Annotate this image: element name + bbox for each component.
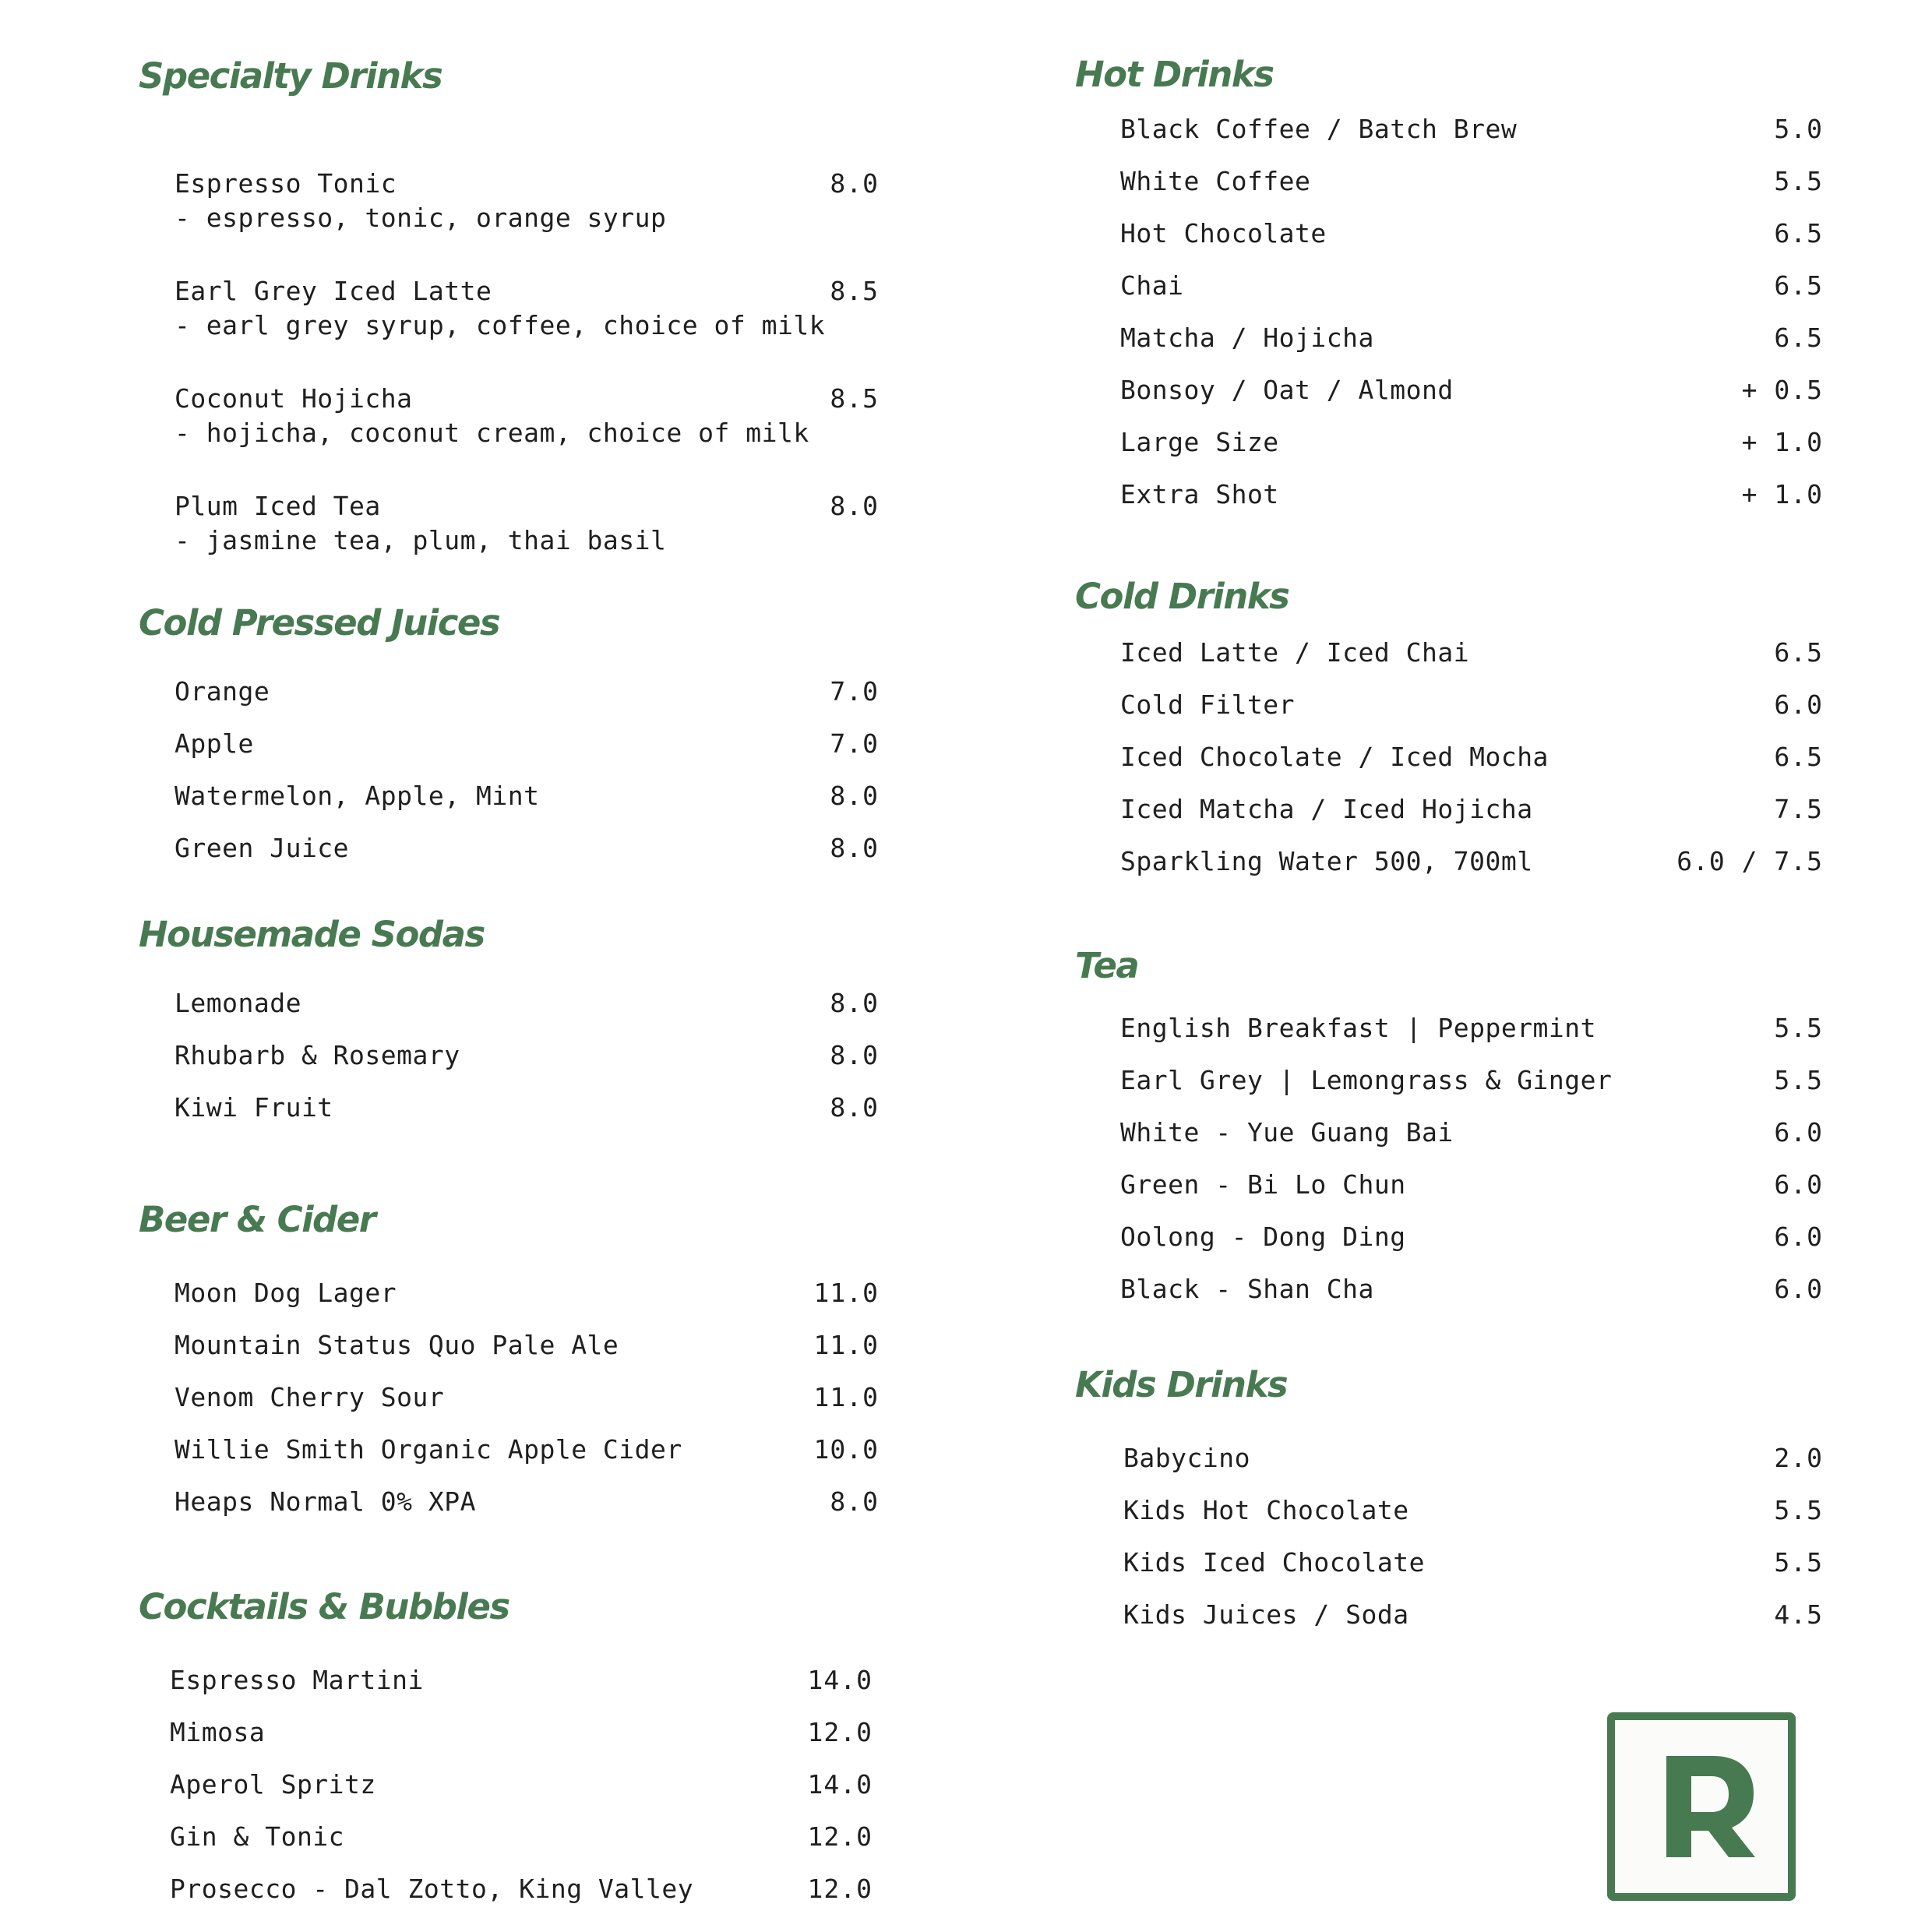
- item-name: Large Size: [1120, 427, 1279, 457]
- item-name: Iced Latte / Iced Chai: [1120, 637, 1470, 668]
- menu-item: [139, 770, 879, 822]
- item-name: Earl Grey | Lemongrass & Ginger: [1120, 1065, 1613, 1095]
- logo-r-icon: [1615, 1720, 1788, 1893]
- menu-item: [139, 1758, 873, 1810]
- section-title: Housemade Sodas: [139, 914, 485, 955]
- menu-item: [1075, 1211, 1823, 1263]
- item-list: [1075, 1002, 1823, 1315]
- menu-item: [139, 486, 879, 566]
- item-price: 12.0: [807, 1821, 873, 1852]
- item-name: Kids Iced Chocolate: [1123, 1547, 1425, 1578]
- item-name: Mountain Status Quo Pale Ale: [175, 1330, 619, 1360]
- item-name: White Coffee: [1120, 166, 1311, 196]
- item-list: [1075, 103, 1823, 520]
- menu-item: [139, 1267, 879, 1319]
- item-name: Watermelon, Apple, Mint: [175, 781, 540, 811]
- menu-item: [139, 1371, 879, 1423]
- section-kids-drinks: [1075, 1362, 1823, 1641]
- item-list: [139, 977, 879, 1133]
- item-list: [139, 665, 879, 874]
- item-name: English Breakfast | Peppermint: [1120, 1013, 1597, 1043]
- item-price: 7.0: [830, 728, 879, 759]
- item-price: 4.5: [1774, 1599, 1823, 1630]
- item-price: 8.0: [830, 1092, 879, 1123]
- menu-item: [1075, 1054, 1823, 1106]
- item-name: Apple: [175, 728, 254, 759]
- item-price: 5.5: [1774, 1013, 1823, 1043]
- item-price: 6.0: [1774, 689, 1823, 720]
- menu-item: [1075, 1484, 1823, 1536]
- item-price: 10.0: [813, 1434, 879, 1465]
- item-name: Rhubarb & Rosemary: [175, 1040, 460, 1070]
- item-name: Iced Matcha / Iced Hojicha: [1120, 794, 1533, 824]
- section-title: Cold Pressed Juices: [139, 602, 500, 643]
- menu-item: [139, 822, 879, 874]
- menu-item: [1075, 783, 1823, 835]
- menu-item: [139, 1863, 873, 1915]
- item-name: Willie Smith Organic Apple Cider: [175, 1434, 682, 1465]
- item-price: 12.0: [807, 1874, 873, 1904]
- menu-item: [139, 1423, 879, 1475]
- menu-item: [139, 977, 879, 1029]
- item-name: Espresso Tonic: [175, 168, 397, 199]
- item-price: + 1.0: [1741, 479, 1823, 509]
- item-name: Hot Chocolate: [1120, 218, 1327, 249]
- item-price: 8.0: [830, 833, 879, 863]
- menu-item: [139, 271, 879, 351]
- item-price: 8.0: [830, 781, 879, 811]
- menu-item: [1075, 1588, 1823, 1641]
- section-housemade-sodas: [139, 911, 879, 1133]
- menu-item: [1075, 626, 1823, 679]
- item-name: Mimosa: [170, 1717, 266, 1747]
- item-name: Kiwi Fruit: [175, 1092, 333, 1123]
- item-name: Espresso Martini: [170, 1665, 424, 1695]
- item-name: Venom Cherry Sour: [175, 1382, 445, 1412]
- item-price: 7.0: [830, 676, 879, 707]
- item-name: Heaps Normal 0% XPA: [175, 1486, 476, 1517]
- item-price: 8.0: [830, 168, 879, 199]
- item-name: Gin & Tonic: [170, 1821, 345, 1852]
- item-name: Prosecco - Dal Zotto, King Valley: [170, 1874, 694, 1904]
- item-name: Oolong - Dong Ding: [1120, 1222, 1406, 1252]
- item-list: [1075, 626, 1823, 887]
- item-name: Iced Chocolate / Iced Mocha: [1120, 742, 1549, 772]
- item-price: + 1.0: [1741, 427, 1823, 457]
- item-price: 6.5: [1774, 637, 1823, 668]
- menu-item: [1075, 1158, 1823, 1211]
- item-price: 2.0: [1774, 1443, 1823, 1473]
- menu-item: [139, 1029, 879, 1081]
- item-description: - hojicha, coconut cream, choice of milk: [175, 418, 809, 448]
- section-tea: [1075, 943, 1823, 1315]
- section-title: Beer & Cider: [139, 1199, 375, 1240]
- section-cold-pressed-juices: [139, 600, 879, 874]
- item-price: 11.0: [813, 1382, 879, 1412]
- item-price: 6.0: [1774, 1222, 1823, 1252]
- item-price: 14.0: [807, 1769, 873, 1800]
- item-description: - jasmine tea, plum, thai basil: [175, 525, 667, 555]
- menu-item: [139, 1654, 873, 1706]
- item-price: 8.0: [830, 491, 879, 521]
- item-name: Cold Filter: [1120, 689, 1296, 720]
- item-price: 5.5: [1774, 1495, 1823, 1525]
- item-price: 5.5: [1774, 1065, 1823, 1095]
- item-price: 8.5: [830, 383, 879, 414]
- item-description: - earl grey syrup, coffee, choice of milk: [175, 310, 826, 340]
- item-name: Babycino: [1123, 1443, 1250, 1473]
- item-price: 5.5: [1774, 1547, 1823, 1578]
- menu-item: [1075, 835, 1823, 887]
- menu-item: [1075, 731, 1823, 783]
- item-name: Coconut Hojicha: [175, 383, 413, 414]
- menu-item: [139, 1081, 879, 1133]
- item-price: 6.0: [1774, 1169, 1823, 1200]
- menu-item: [1075, 1432, 1823, 1484]
- menu-item: [1075, 1106, 1823, 1158]
- section-title: Tea: [1075, 945, 1139, 986]
- menu-item: [1075, 1263, 1823, 1315]
- item-name: Orange: [175, 676, 270, 707]
- item-price: 6.0 / 7.5: [1676, 846, 1823, 876]
- section-cold-drinks: [1075, 573, 1823, 887]
- menu-item: [1075, 1002, 1823, 1054]
- item-name: Earl Grey Iced Latte: [175, 276, 492, 306]
- section-title: Kids Drinks: [1075, 1364, 1288, 1405]
- item-price: 8.5: [830, 276, 879, 306]
- item-name: Lemonade: [175, 988, 301, 1018]
- item-price: 12.0: [807, 1717, 873, 1747]
- item-description: - espresso, tonic, orange syrup: [175, 203, 667, 233]
- item-name: Chai: [1120, 270, 1184, 301]
- item-price: + 0.5: [1741, 375, 1823, 405]
- item-name: Extra Shot: [1120, 479, 1279, 509]
- item-name: Aperol Spritz: [170, 1769, 376, 1800]
- menu-item: [139, 717, 879, 770]
- item-price: 5.5: [1774, 166, 1823, 196]
- item-name: Moon Dog Lager: [175, 1278, 397, 1308]
- item-price: 6.0: [1774, 1117, 1823, 1148]
- item-price: 7.5: [1774, 794, 1823, 824]
- item-name: Plum Iced Tea: [175, 491, 381, 521]
- item-name: Sparkling Water 500, 700ml: [1120, 846, 1533, 876]
- item-price: 11.0: [813, 1330, 879, 1360]
- menu-item: [1075, 155, 1823, 207]
- item-list: [139, 1654, 873, 1915]
- item-name: Kids Hot Chocolate: [1123, 1495, 1409, 1525]
- menu-item: [1075, 679, 1823, 731]
- brand-logo: [1607, 1712, 1796, 1901]
- section-title: Cold Drinks: [1075, 576, 1289, 617]
- menu-item: [1075, 259, 1823, 312]
- section-hot-drinks: [1075, 51, 1823, 520]
- menu-item: [1075, 1536, 1823, 1588]
- menu-item: [139, 164, 879, 243]
- item-name: White - Yue Guang Bai: [1120, 1117, 1454, 1148]
- menu-item: [1075, 103, 1823, 155]
- section-cocktails-bubbles: [139, 1584, 873, 1915]
- menu-item: [139, 1475, 879, 1528]
- item-price: 8.0: [830, 1040, 879, 1070]
- item-price: 5.0: [1774, 114, 1823, 144]
- item-price: 6.0: [1774, 1274, 1823, 1304]
- item-list: [139, 164, 879, 566]
- menu-item: [1075, 364, 1823, 416]
- menu-item: [139, 379, 879, 458]
- menu-item: [139, 1706, 873, 1758]
- item-name: Green - Bi Lo Chun: [1120, 1169, 1406, 1200]
- item-name: Bonsoy / Oat / Almond: [1120, 375, 1454, 405]
- section-title: Cocktails & Bubbles: [139, 1586, 509, 1627]
- menu-item: [1075, 468, 1823, 520]
- item-price: 6.5: [1774, 218, 1823, 249]
- menu-item: [1075, 312, 1823, 364]
- item-price: 6.5: [1774, 323, 1823, 353]
- item-price: 14.0: [807, 1665, 873, 1695]
- menu-item: [139, 1810, 873, 1863]
- item-price: 8.0: [830, 988, 879, 1018]
- item-name: Black - Shan Cha: [1120, 1274, 1374, 1304]
- menu-item: [139, 665, 879, 717]
- section-specialty-drinks: [139, 53, 879, 594]
- item-price: 8.0: [830, 1486, 879, 1517]
- item-price: 6.5: [1774, 742, 1823, 772]
- item-name: Kids Juices / Soda: [1123, 1599, 1409, 1630]
- menu-item: [139, 1319, 879, 1371]
- item-name: Matcha / Hojicha: [1120, 323, 1374, 353]
- item-name: Green Juice: [175, 833, 350, 863]
- item-price: 11.0: [813, 1278, 879, 1308]
- menu-item: [1075, 416, 1823, 468]
- item-list: [1075, 1432, 1823, 1641]
- item-list: [139, 1267, 879, 1528]
- item-name: Black Coffee / Batch Brew: [1120, 114, 1518, 144]
- section-beer-cider: [139, 1197, 879, 1528]
- section-title: Hot Drinks: [1075, 54, 1274, 95]
- section-title: Specialty Drinks: [139, 55, 442, 97]
- menu-item: [1075, 207, 1823, 259]
- item-price: 6.5: [1774, 270, 1823, 301]
